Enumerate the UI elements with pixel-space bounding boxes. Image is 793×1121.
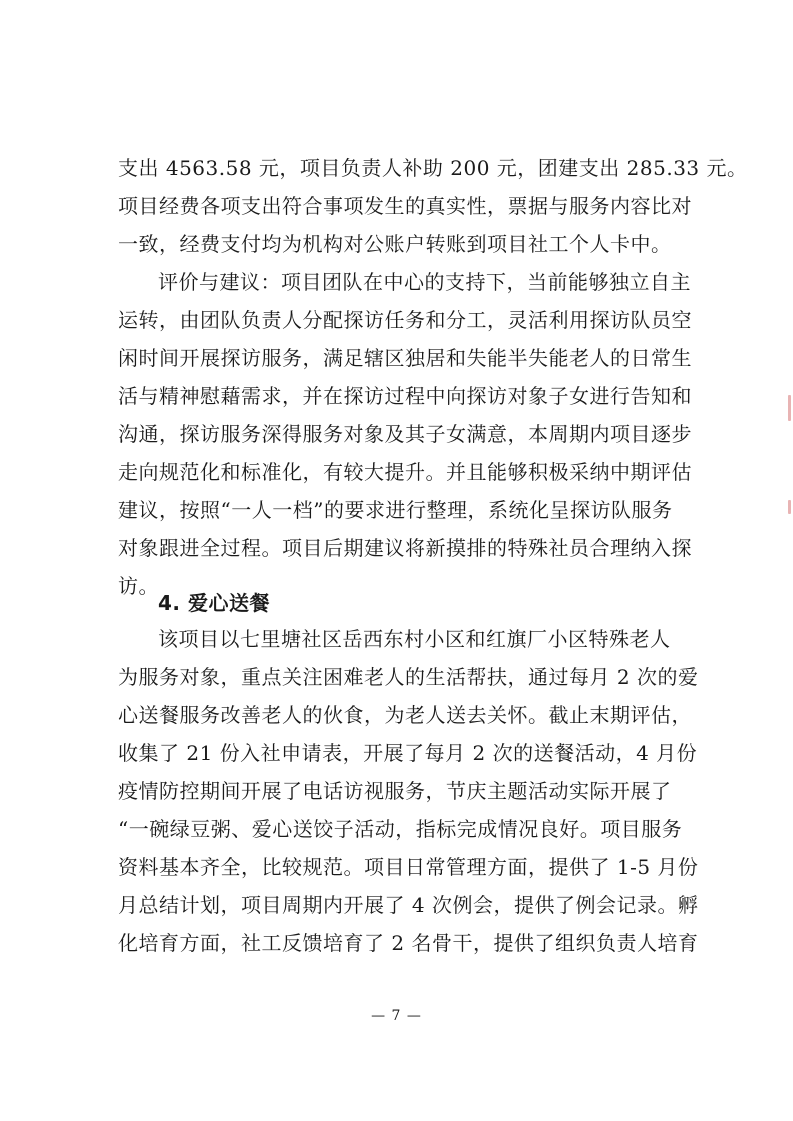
- section-heading: 4. 爱心送餐: [158, 591, 270, 615]
- text-line: 一致，经费支付均为机构对公账户转账到项目社工个人卡中。: [118, 232, 672, 256]
- text-line: 化培育方面，社工反馈培育了 2 名骨干，提供了组织负责人培育: [118, 931, 699, 955]
- text-line: 收集了 21 份入社申请表，开展了每月 2 次的送餐活动，4 月份: [118, 741, 698, 765]
- paragraph-start-line: 该项目以七里塘社区岳西东村小区和红旗厂小区特殊老人: [158, 627, 671, 651]
- text-line: 支出 4563.58 元，项目负责人补助 200 元，团建支出 285.33 元。: [118, 156, 748, 180]
- text-line: 疫情防控期间开展了电话访视服务，节庆主题活动实际开展了: [118, 779, 672, 803]
- text-line: “一碗绿豆粥、爱心送饺子活动，指标完成情况良好。项目服务: [118, 817, 683, 841]
- text-line: 资料基本齐全，比较规范。项目日常管理方面，提供了 1-5 月份: [118, 855, 699, 879]
- text-line: 建议，按照“一人一档”的要求进行整理，系统化呈探访队服务: [118, 498, 673, 522]
- page-number: — 7 —: [371, 1008, 422, 1024]
- text-line: 月总结计划，项目周期内开展了 4 次例会，提供了例会记录。孵: [118, 893, 699, 917]
- text-line: 走向规范化和标准化，有较大提升。并且能够积极采纳中期评估: [118, 460, 692, 484]
- text-line: 运转，由团队负责人分配探访任务和分工，灵活利用探访队员空: [118, 308, 692, 332]
- text-line: 项目经费各项支出符合事项发生的真实性，票据与服务内容比对: [118, 194, 692, 218]
- text-line: 活与精神慰藉需求，并在探访过程中向探访对象子女进行告知和: [118, 384, 692, 408]
- text-line: 心送餐服务改善老人的伙食，为老人送去关怀。截止末期评估，: [118, 703, 692, 727]
- text-line: 对象跟进全过程。项目后期建议将新摸排的特殊社员合理纳入探: [118, 536, 692, 560]
- text-line: 沟通，探访服务深得服务对象及其子女满意，本周期内项目逐步: [118, 422, 692, 446]
- margin-stamp-mark: [788, 500, 791, 514]
- margin-stamp-mark: [788, 395, 791, 421]
- text-line: 闲时间开展探访服务，满足辖区独居和失能半失能老人的日常生: [118, 346, 692, 370]
- text-line: 为服务对象，重点关注困难老人的生活帮扶，通过每月 2 次的爱: [118, 665, 699, 689]
- text-line: 访。: [118, 574, 159, 598]
- paragraph-start-line: 评价与建议：项目团队在中心的支持下，当前能够独立自主: [158, 270, 691, 294]
